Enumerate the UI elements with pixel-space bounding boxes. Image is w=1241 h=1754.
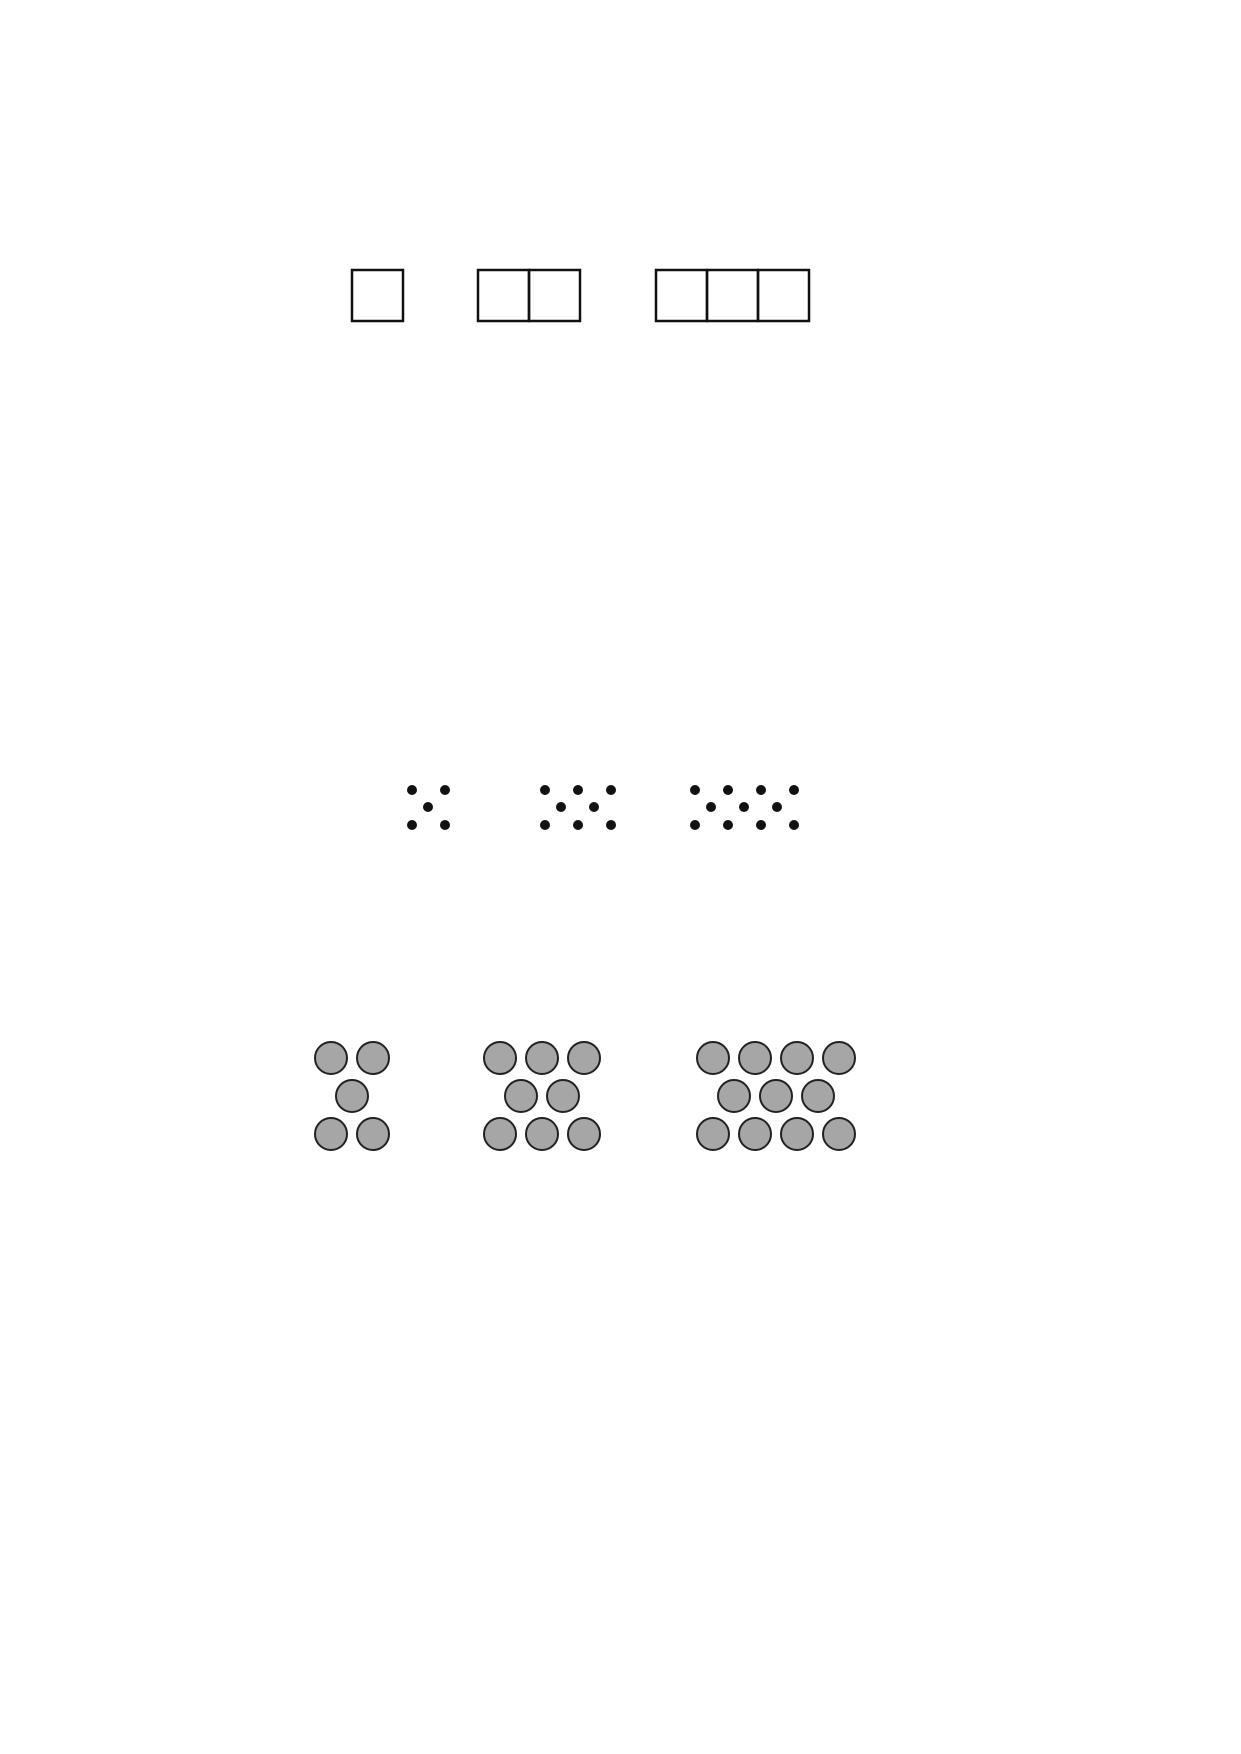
q4-piece [336, 1080, 368, 1112]
q3-dot [407, 785, 417, 795]
q4-piece [568, 1118, 600, 1150]
q3-dot [407, 820, 417, 830]
q4-piece [315, 1118, 347, 1150]
q4-piece [526, 1118, 558, 1150]
q4-piece [697, 1118, 729, 1150]
q3-dot [772, 802, 782, 812]
q1-square [352, 270, 403, 321]
q1-square [758, 270, 809, 321]
q3-dot [573, 820, 583, 830]
q3-dot [739, 802, 749, 812]
q3-dot [606, 785, 616, 795]
q4-piece [484, 1042, 516, 1074]
q1-square [656, 270, 707, 321]
q5-figure [360, 1340, 880, 1530]
q3-dot [589, 802, 599, 812]
q4-piece [739, 1118, 771, 1150]
q1-square [529, 270, 580, 321]
q1-square [478, 270, 529, 321]
q3-dot [440, 785, 450, 795]
q3-dot [423, 802, 433, 812]
q4-piece [568, 1042, 600, 1074]
q4-piece [718, 1080, 750, 1112]
q3-dot [573, 785, 583, 795]
q4-piece [802, 1080, 834, 1112]
q4-piece [526, 1042, 558, 1074]
q3-dot [789, 785, 799, 795]
q3-dot [606, 820, 616, 830]
q2-figure [375, 510, 855, 650]
q3-dot [756, 785, 766, 795]
q3-dot [540, 820, 550, 830]
q1-square [707, 270, 758, 321]
q4-piece [547, 1080, 579, 1112]
q1-figure [340, 262, 900, 354]
q3-dot [723, 820, 733, 830]
q3-dot [540, 785, 550, 795]
q3-dot [556, 802, 566, 812]
q3-figure [370, 775, 850, 865]
q4-figure [305, 1035, 945, 1195]
q4-piece [760, 1080, 792, 1112]
q3-dot [690, 785, 700, 795]
q4-piece [739, 1042, 771, 1074]
q4-piece [315, 1042, 347, 1074]
q4-piece [823, 1042, 855, 1074]
q4-piece [357, 1118, 389, 1150]
q4-piece [823, 1118, 855, 1150]
q3-dot [706, 802, 716, 812]
q4-piece [505, 1080, 537, 1112]
q4-piece [697, 1042, 729, 1074]
q4-piece [484, 1118, 516, 1150]
q3-dot [756, 820, 766, 830]
q3-dot [440, 820, 450, 830]
q3-dot [789, 820, 799, 830]
q4-piece [781, 1042, 813, 1074]
q4-piece [781, 1118, 813, 1150]
q3-dot [690, 820, 700, 830]
q3-dot [723, 785, 733, 795]
q4-piece [357, 1042, 389, 1074]
